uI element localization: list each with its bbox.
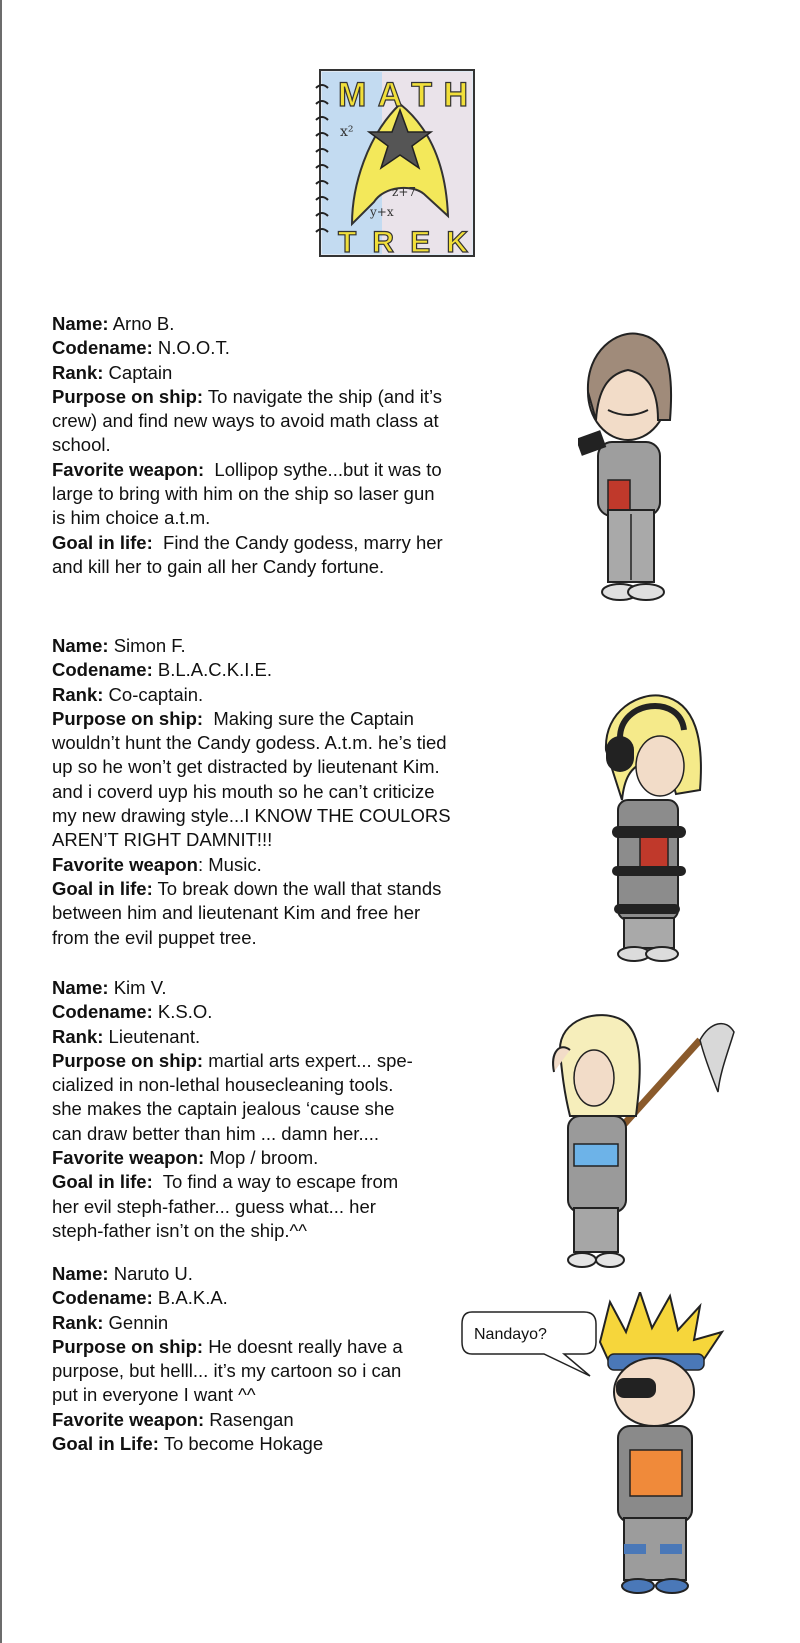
character-purpose: wouldn’t hunt the Candy godess. A.t.m. he’s tied bbox=[52, 732, 447, 754]
character-weapon: Mop / broom. bbox=[209, 1147, 319, 1169]
character-goal: her evil steph-father... guess what... her bbox=[52, 1195, 376, 1217]
character-name: Simon F. bbox=[113, 635, 186, 656]
logo-scribble: x² bbox=[340, 124, 354, 140]
field-label: Favorite weapon: bbox=[52, 458, 205, 480]
character-goal: steph-father isn’t on the ship.^^ bbox=[52, 1219, 307, 1241]
character-illustration-simon bbox=[600, 690, 710, 970]
character-goal: To break down the wall that stands bbox=[157, 877, 442, 899]
logo-title-math: MATH bbox=[338, 76, 468, 114]
field-label: Rank: bbox=[52, 1311, 104, 1333]
character-codename: N.O.O.T. bbox=[157, 337, 230, 359]
character-bio-naruto bbox=[52, 1262, 403, 1456]
character-goal: Find the Candy godess, marry her bbox=[163, 531, 443, 553]
field-label: Favorite weapon bbox=[52, 853, 198, 875]
field-label: Rank: bbox=[52, 1025, 104, 1047]
field-label: Name: bbox=[52, 313, 109, 334]
field-label: Goal in Life: bbox=[52, 1433, 159, 1455]
character-purpose: martial arts expert... spe- bbox=[208, 1049, 413, 1071]
field-label: Name: bbox=[52, 977, 109, 998]
character-illustration-kim bbox=[550, 1012, 740, 1282]
character-purpose: He doesnt really have a bbox=[208, 1335, 403, 1357]
math-trek-logo bbox=[312, 66, 480, 264]
character-purpose: up so he won’t get distracted by lieutenant Kim. bbox=[52, 756, 440, 778]
field-label: Rank: bbox=[52, 361, 104, 383]
character-purpose: AREN’T RIGHT DAMNIT!!! bbox=[52, 829, 273, 851]
character-goal: To find a way to escape from bbox=[162, 1171, 399, 1193]
field-label: Purpose on ship: bbox=[52, 1335, 204, 1357]
character-name: Kim V. bbox=[113, 977, 167, 998]
character-codename: B.A.K.A. bbox=[157, 1287, 228, 1309]
field-label: Name: bbox=[52, 1263, 109, 1284]
field-label: Purpose on ship: bbox=[52, 1049, 204, 1071]
character-codename: K.S.O. bbox=[157, 1001, 213, 1023]
field-label: Favorite weapon: bbox=[52, 1147, 205, 1169]
character-purpose: my new drawing style...I KNOW THE COULORS bbox=[52, 805, 451, 827]
field-label: Goal in life: bbox=[52, 1171, 153, 1193]
page-left-border bbox=[0, 0, 2, 1643]
character-goal: from the evil puppet tree. bbox=[52, 926, 257, 948]
field-label: Purpose on ship: bbox=[52, 385, 204, 407]
character-name: Arno B. bbox=[112, 313, 175, 334]
character-goal: To become Hokage bbox=[163, 1433, 324, 1455]
field-label: Rank: bbox=[52, 683, 104, 705]
character-codename: B.L.A.C.K.I.E. bbox=[157, 659, 273, 681]
character-rank: Captain bbox=[108, 361, 173, 383]
field-label: Codename: bbox=[52, 1287, 153, 1309]
character-purpose: put in everyone I want ^^ bbox=[52, 1384, 256, 1406]
character-purpose: Making sure the Captain bbox=[213, 707, 414, 729]
speech-bubble bbox=[460, 1308, 600, 1380]
field-label: Goal in life: bbox=[52, 531, 153, 553]
character-purpose: and i coverd uyp his mouth so he can’t criticize bbox=[52, 780, 435, 802]
field-label: Name: bbox=[52, 635, 109, 656]
character-purpose: school. bbox=[52, 434, 111, 456]
field-label: Codename: bbox=[52, 1001, 153, 1023]
character-weapon: Rasengan bbox=[209, 1408, 294, 1430]
character-illustration-arno bbox=[578, 330, 688, 612]
character-rank: Gennin bbox=[108, 1311, 169, 1333]
field-label: Goal in life: bbox=[52, 877, 153, 899]
character-purpose: she makes the captain jealous ‘cause she bbox=[52, 1098, 395, 1120]
character-purpose: To navigate the ship (and it’s bbox=[207, 385, 443, 407]
character-weapon: is him choice a.t.m. bbox=[52, 507, 211, 529]
character-rank: Lieutenant. bbox=[108, 1025, 201, 1047]
field-label: Favorite weapon: bbox=[52, 1408, 205, 1430]
character-purpose: can draw better than him ... damn her.... bbox=[52, 1122, 380, 1144]
character-bio-simon bbox=[52, 634, 451, 950]
character-bio-arno bbox=[52, 312, 443, 579]
character-name: Naruto U. bbox=[113, 1263, 193, 1284]
character-purpose: purpose, but helll... it’s my cartoon so i can bbox=[52, 1360, 402, 1382]
character-weapon: : Music. bbox=[197, 853, 262, 875]
field-label: Purpose on ship: bbox=[52, 707, 204, 729]
character-weapon: Lollipop sythe...but it was to bbox=[214, 458, 442, 480]
character-goal: and kill her to gain all her Candy fortune. bbox=[52, 555, 385, 577]
logo-title-trek: TREK bbox=[338, 226, 468, 259]
logo-scribble: y+x bbox=[370, 205, 394, 219]
character-rank: Co-captain. bbox=[108, 683, 204, 705]
character-purpose: cialized in non-lethal housecleaning tools. bbox=[52, 1074, 394, 1096]
field-label: Codename: bbox=[52, 659, 153, 681]
logo-scribble: z+7 bbox=[392, 185, 417, 199]
speech-bubble-text: Nandayo? bbox=[474, 1326, 547, 1343]
character-weapon: large to bring with him on the ship so laser gun bbox=[52, 483, 435, 505]
character-purpose: crew) and find new ways to avoid math class at bbox=[52, 410, 439, 432]
character-goal: between him and lieutenant Kim and free her bbox=[52, 902, 421, 924]
character-bio-kim bbox=[52, 976, 413, 1243]
field-label: Codename: bbox=[52, 337, 153, 359]
character-illustration-naruto bbox=[590, 1292, 730, 1602]
